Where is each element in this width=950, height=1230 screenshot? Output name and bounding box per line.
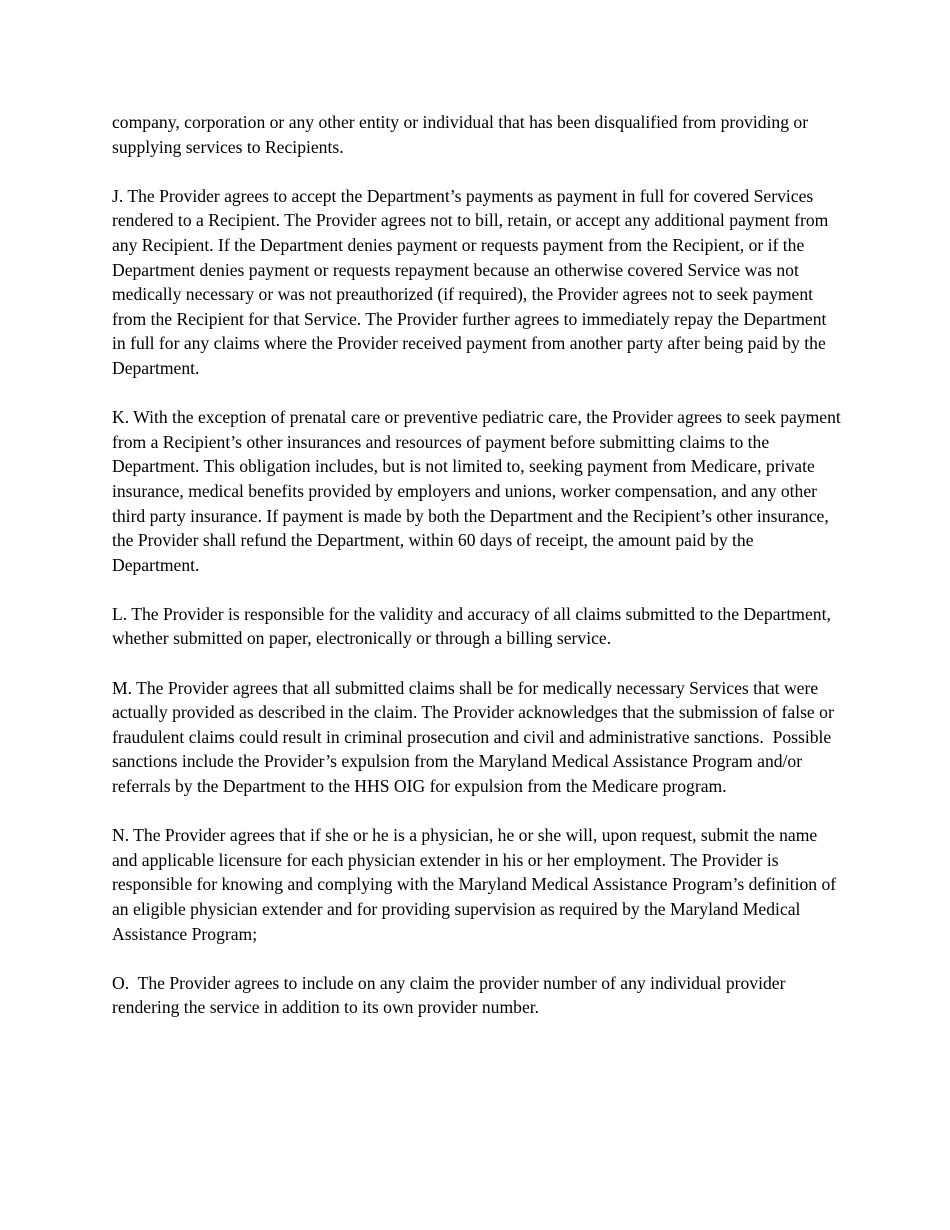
paragraph-n: N. The Provider agrees that if she or he is a physician, he or she will, upon request, submit the name and applicable licensure for each physician extender in his or her employment. The Provider is responsible for knowing and complying with the Maryland Medical Assistance Program’s definition of an eligible physician extender and for providing supervision as required by the Maryland Medical Assistance Program; [112, 825, 841, 944]
paragraph-m: M. The Provider agrees that all submitted claims shall be for medically necessary Services that were actually provided as described in the claim. The Provider acknowledges that the submission of false or fraudulent claims could result in criminal prosecution and civil and administrative sanctions. Possible sanctions include the Provider’s expulsion from the Maryland Medical Assistance Program and/or referrals by the Department to the HHS OIG for expulsion from the Medicare program. [112, 677, 839, 797]
paragraph-o: O. The Provider agrees to include on any claim the provider number of any individual provider rendering the service in addition to its own provider number. [112, 972, 790, 1018]
paragraph-l: L. The Provider is responsible for the validity and accuracy of all claims submitted to the Department, whether submitted on paper, electronically or through a billing service. [112, 603, 836, 649]
paragraph-continuation: company, corporation or any other entity or individual that has been disqualified from providing or supplying services to Recipients. [112, 112, 813, 157]
document-body [112, 110, 846, 1045]
paragraph-j: J. The Provider agrees to accept the Department’s payments as payment in full for covered Services rendered to a Recipient. The Provider agrees not to bill, retain, or accept any additional payment from any Recipient. If the Department denies payment or requests payment from the Recipient, or if the Department denies payment or requests repayment because an otherwise covered Service was not medically necessary or was not preauthorized (if required), the Provider agrees not to seek payment from the Recipient for that Service. The Provider further agrees to immediately repay the Department in full for any claims where the Provider received payment from another party after being paid by the Department. [112, 185, 833, 378]
paragraph-k: K. With the exception of prenatal care or preventive pediatric care, the Provider agrees to seek payment from a Recipient’s other insurances and resources of payment before submitting claims to the Department. This obligation includes, but is not limited to, seeking payment from Medicare, private insurance, medical benefits provided by employers and unions, worker compensation, and any other third party insurance. If payment is made by both the Department and the Recipient’s other insurance, the Provider shall refund the Department, within 60 days of receipt, the amount paid by the Department. [112, 407, 846, 575]
